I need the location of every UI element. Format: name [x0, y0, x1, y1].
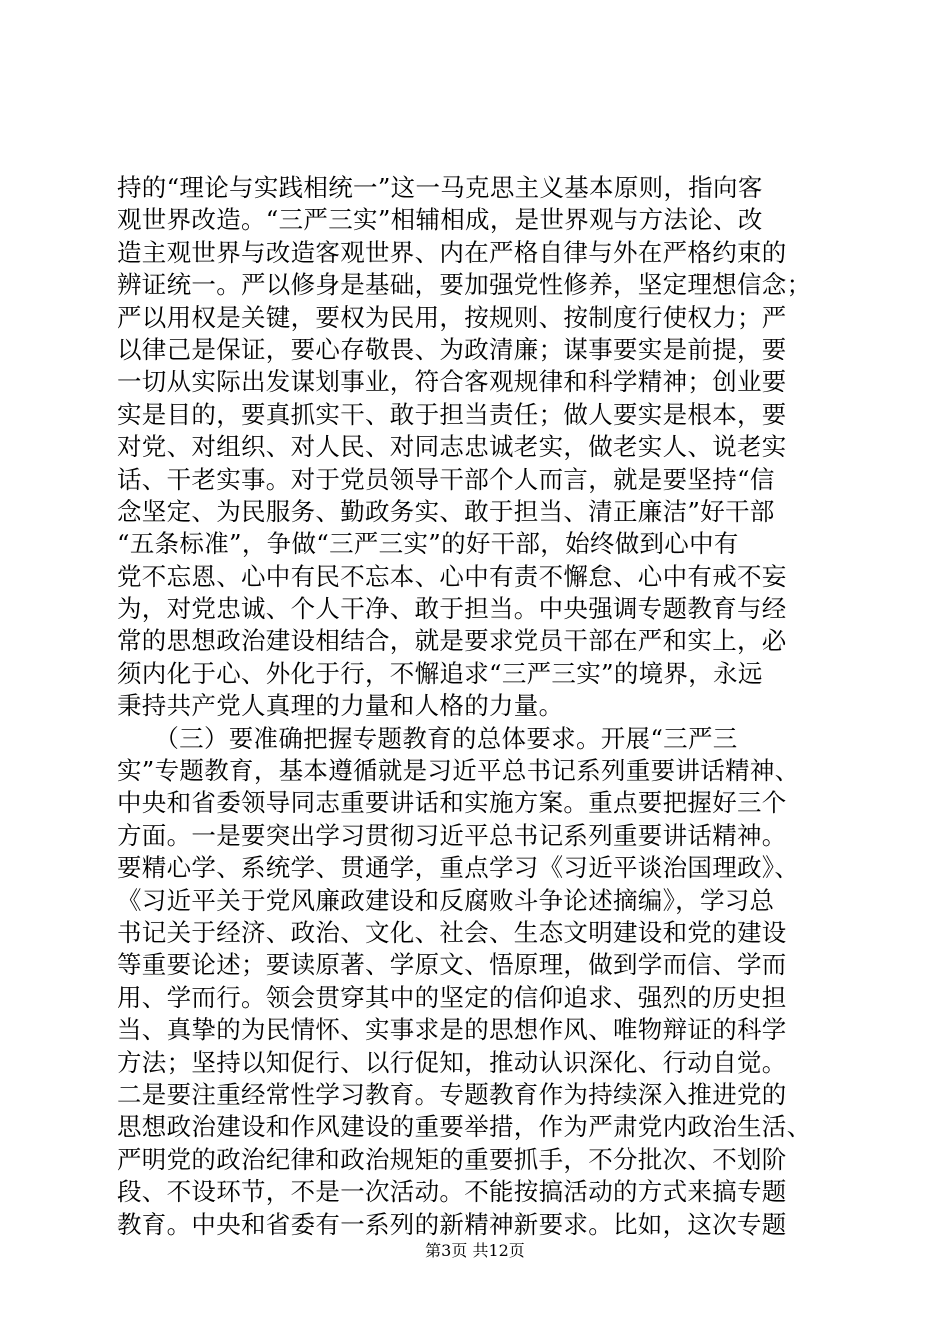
- text-line: 辨证统一。严以修身是基础，要加强党性修养，坚定理想信念；: [117, 270, 812, 300]
- text-line: 造主观世界与改造客观世界、内在严格自律与外在严格约束的: [117, 237, 787, 267]
- text-line: 当、真挚的为民情怀、实事求是的思想作风、唯物辩证的科学: [117, 1015, 787, 1045]
- text-line: 方面。一是要突出学习贯彻习近平总书记系列重要讲话精神。: [117, 820, 787, 850]
- text-line: 二是要注重经常性学习教育。专题教育作为持续深入推进党的: [117, 1079, 787, 1109]
- text-line: 教育。中央和省委有一系列的新精神新要求。比如，这次专题: [117, 1209, 787, 1239]
- text-line: 须内化于心、外化于行，不懈追求“三严三实”的境界，永远: [117, 658, 763, 688]
- text-line: 持的“理论与实践相统一”这一马克思主义基本原则，指向客: [117, 173, 763, 202]
- text-line: （三）要准确把握专题教育的总体要求。开展“三严三: [117, 723, 738, 753]
- text-line: 要精心学、系统学、贯通学，重点学习《习近平谈治国理政》、: [117, 853, 800, 883]
- text-line: 严明党的政治纪律和政治规矩的重要抓手，不分批次、不划阶: [117, 1144, 787, 1174]
- text-line: 为，对党忠诚、个人干净、敢于担当。中央强调专题教育与经: [117, 594, 787, 624]
- text-line: 话、干老实事。对于党员领导干部个人而言，就是要坚持“信: [117, 464, 775, 494]
- page-number: 第3页 共12页: [425, 1241, 525, 1260]
- text-line: 严以用权是关键，要权为民用，按规则、按制度行使权力；严: [117, 302, 787, 332]
- text-line: 实是目的，要真抓实干、敢于担当责任；做人要实是根本，要: [117, 399, 787, 429]
- text-line: “五条标准”，争做“三严三实”的好干部，始终做到心中有: [117, 529, 739, 559]
- text-line: 以律己是保证，要心存敬畏、为政清廉；谋事要实是前提，要: [117, 334, 787, 364]
- page-footer: [0, 1241, 950, 1261]
- text-line: 方法；坚持以知促行、以行促知，推动认识深化、行动自觉。: [117, 1047, 787, 1077]
- text-line: 实”专题教育，基本遵循就是习近平总书记系列重要讲话精神、: [117, 756, 800, 786]
- text-line: 观世界改造。“三严三实”相辅相成，是世界观与方法论、改: [117, 205, 763, 235]
- text-line: 一切从实际出发谋划事业，符合客观规律和科学精神；创业要: [117, 367, 787, 397]
- text-line: 《习近平关于党风廉政建设和反腐败斗争论述摘编》，学习总: [117, 885, 775, 915]
- text-line: 对党、对组织、对人民、对同志忠诚老实，做老实人、说老实: [117, 432, 787, 462]
- text-line: 党不忘恩、心中有民不忘本、心中有责不懈怠、心中有戒不妄: [117, 561, 787, 591]
- text-line: 等重要论述；要读原著、学原文、悟原理，做到学而信、学而: [117, 950, 787, 980]
- text-line: 中央和省委领导同志重要讲话和实施方案。重点要把握好三个: [117, 788, 787, 818]
- text-line: 念坚定、为民服务、勤政务实、敢于担当、清正廉洁”好干部: [117, 496, 775, 526]
- text-line: 秉持共产党人真理的力量和人格的力量。: [117, 691, 564, 721]
- text-line: 书记关于经济、政治、文化、社会、生态文明建设和党的建设: [117, 917, 787, 947]
- text-line: 用、学而行。领会贯穿其中的坚定的信仰追求、强烈的历史担: [117, 982, 787, 1012]
- text-line: 思想政治建设和作风建设的重要举措，作为严肃党内政治生活、: [117, 1112, 812, 1142]
- text-line: 常的思想政治建设相结合，就是要求党员干部在严和实上，必: [117, 626, 787, 656]
- text-line: 段、不设环节，不是一次活动。不能按搞活动的方式来搞专题: [117, 1177, 787, 1207]
- body-text: [117, 172, 837, 1241]
